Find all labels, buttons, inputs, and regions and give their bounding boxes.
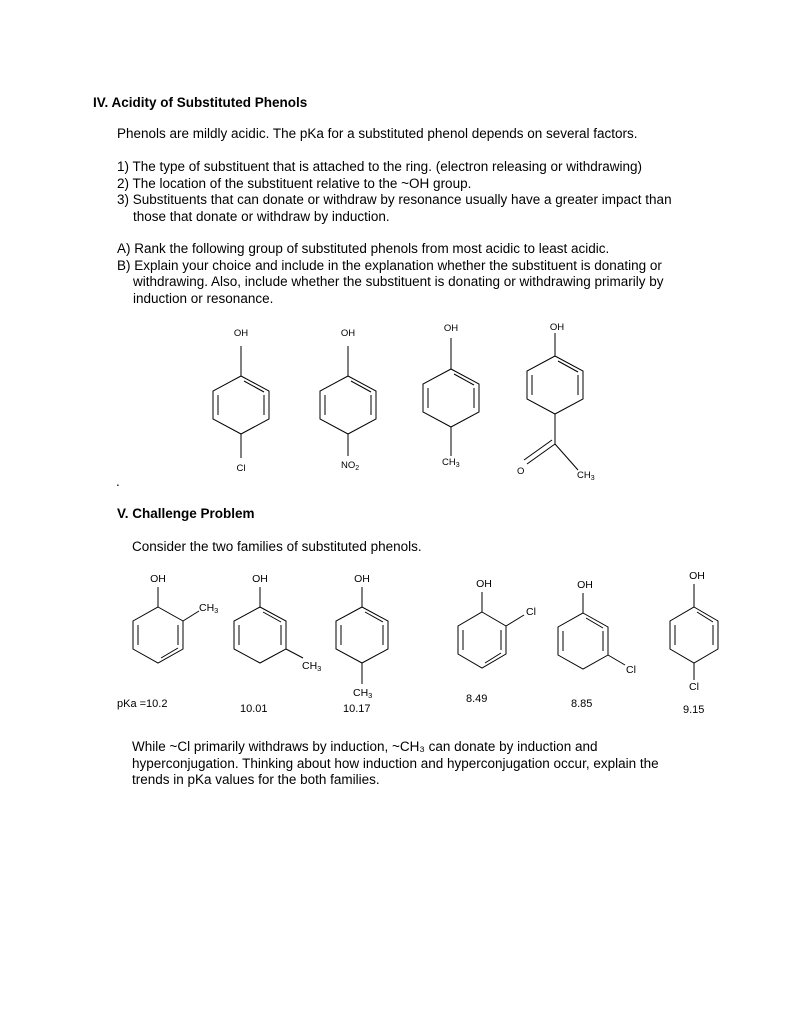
- factor-3-cont: those that donate or withdraw by induction.: [133, 208, 390, 224]
- pka-3-chlorophenol: 8.85: [571, 698, 593, 710]
- mol4-o-label: O: [517, 466, 525, 477]
- task-b-line-1: B) Explain your choice and include in the explanation whether the substituent is donating or: [117, 257, 662, 273]
- pka-4-methylphenol: 10.17: [343, 703, 371, 715]
- task-b-line-2: withdrawing. Also, include whether the substituent is donating or withdrawing primarily by: [133, 274, 664, 289]
- mol4-ch3-label: $CH_3$: [577, 470, 595, 482]
- v-mol5-cl-label: Cl: [626, 664, 636, 676]
- factor-2: 2) The location of the substituent relative to the ~OH group.: [117, 175, 472, 191]
- factor-1: 1) The type of substituent that is attached to the ring. (electron releasing or withdrawing): [117, 159, 643, 174]
- section-iv-intro: Phenols are mildly acidic. The pKa for a substituted phenol depends on several factors.: [117, 126, 638, 141]
- v-mol2-ch3-label: CH3: [302, 660, 322, 673]
- v-mol5-oh-label: OH: [577, 579, 593, 591]
- v-mol2-oh-label: OH: [252, 573, 268, 585]
- v-mol1-oh-label: OH: [150, 573, 166, 585]
- question-line-1: While ~Cl primarily withdraws by induction, ~CH₃ can donate by induction and: [132, 739, 598, 754]
- molecule-4-hydroxyacetophenone: [524, 333, 583, 470]
- question-line-3: trends in pKa values for the both families.: [132, 772, 380, 787]
- section-iv-structures: [0, 0, 791, 500]
- question-line-2: hyperconjugation. Thinking about how induction and hyperconjugation occur, explain the: [132, 755, 659, 771]
- mol1-oh-label: OH: [233, 328, 249, 339]
- v-mol3-ch3-label: CH3: [353, 687, 373, 700]
- task-b-line-3: induction or resonance.: [133, 290, 274, 306]
- molecule-2-methylphenol: [133, 587, 199, 663]
- pka-2-methylphenol: pKa =10.2: [117, 698, 168, 710]
- pka-3-methylphenol: 10.01: [240, 703, 268, 715]
- molecule-3-methylphenol: [234, 587, 303, 663]
- section-iv-heading: IV. Acidity of Substituted Phenols: [93, 95, 308, 110]
- section-v-intro: Consider the two families of substituted phenols.: [132, 539, 422, 554]
- v-mol1-ch3-label: CH3: [199, 602, 219, 615]
- v-mol3-oh-label: OH: [354, 573, 370, 585]
- pka-4-chlorophenol: 9.15: [683, 704, 705, 716]
- task-a: A) Rank the following group of substituted phenols from most acidic to least acidic.: [117, 241, 610, 256]
- factor-3: 3) Substituents that can donate or withdraw by resonance usually have a greater impact than: [117, 192, 672, 207]
- mol3-ch3-label: $CH_3$: [442, 457, 460, 469]
- v-mol6-cl-label: Cl: [689, 681, 699, 693]
- molecule-4-chlorophenol-b: [670, 584, 718, 680]
- molecule-4-methylphenol-b: [336, 587, 388, 684]
- mol1-cl-label: Cl: [236, 463, 246, 474]
- section-v-structures: [0, 560, 791, 720]
- pka-2-chlorophenol: 8.49: [466, 693, 488, 705]
- mol3-oh-label: OH: [443, 323, 459, 334]
- section-v-heading: V. Challenge Problem: [117, 506, 255, 521]
- mol4-oh-label: OH: [549, 322, 565, 333]
- stray-bullet: .: [116, 474, 120, 489]
- v-mol4-oh-label: OH: [476, 578, 492, 590]
- molecule-4-chlorophenol: [213, 346, 269, 458]
- mol2-no2-label: $NO_2$: [341, 460, 360, 472]
- v-mol6-oh-label: OH: [689, 570, 705, 582]
- molecule-3-chlorophenol: [558, 593, 625, 669]
- v-mol4-cl-label: Cl: [526, 606, 536, 618]
- molecule-4-nitrophenol: [320, 346, 376, 456]
- mol2-oh-label: OH: [340, 328, 356, 339]
- molecule-4-methylphenol: [423, 338, 479, 456]
- molecule-2-chlorophenol: [458, 592, 524, 668]
